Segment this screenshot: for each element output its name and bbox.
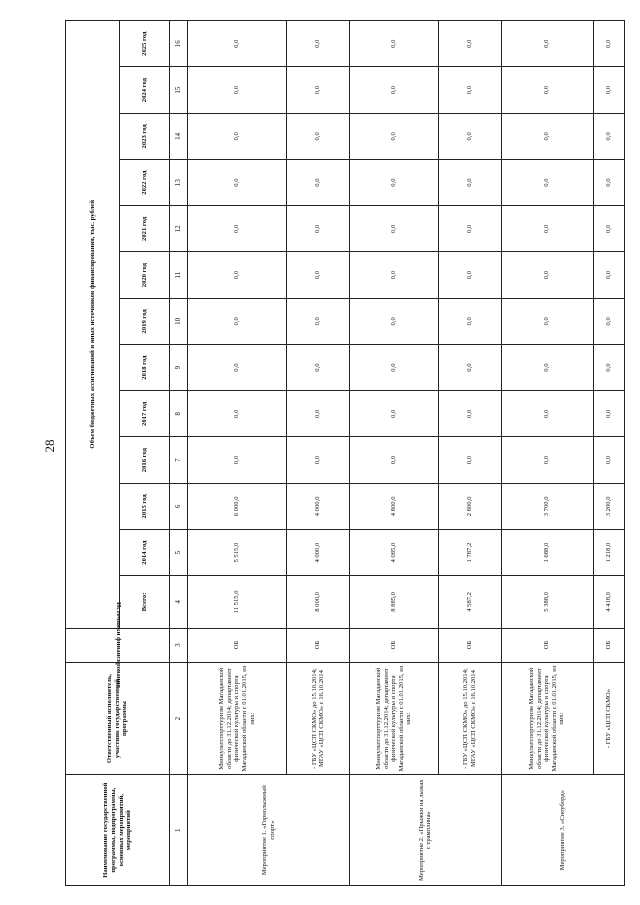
value-cell: 0,0 xyxy=(593,437,624,483)
value-cell: 0,0 xyxy=(287,67,350,113)
value-cell: 0,0 xyxy=(188,113,287,159)
value-cell: 0,0 xyxy=(593,160,624,206)
value-cell: 4 000,0 xyxy=(287,483,350,529)
value-cell: 0,0 xyxy=(438,252,501,298)
budget-table xyxy=(65,20,625,886)
total-cell: 11 515,0 xyxy=(188,576,287,628)
value-cell: 0,0 xyxy=(593,67,624,113)
value-cell: 0,0 xyxy=(438,113,501,159)
source-cell: ОБ xyxy=(287,628,350,662)
col-number: 14 xyxy=(170,113,188,159)
value-cell: 0,0 xyxy=(287,391,350,437)
source-cell: ОБ xyxy=(188,628,287,662)
value-cell: 0,0 xyxy=(350,113,439,159)
value-cell: 3 200,0 xyxy=(593,483,624,529)
value-cell: 2 800,0 xyxy=(438,483,501,529)
value-cell: 0,0 xyxy=(501,21,593,68)
value-cell: 0,0 xyxy=(287,206,350,252)
value-cell: 0,0 xyxy=(593,345,624,391)
responsible-cell: - ГБУ «ЦСП СКМО» xyxy=(593,662,624,775)
value-cell: 4 800,0 xyxy=(350,483,439,529)
value-cell: 0,0 xyxy=(287,252,350,298)
value-cell: 0,0 xyxy=(593,391,624,437)
head-volume: Объем бюджетных ассигнований и иных источников финансирования, тыс. рублей xyxy=(66,21,120,629)
table-row xyxy=(501,21,593,886)
value-cell: 0,0 xyxy=(501,67,593,113)
head-year: 2014 год xyxy=(120,530,170,576)
value-cell: 0,0 xyxy=(188,252,287,298)
value-cell: 0,0 xyxy=(593,298,624,344)
value-cell: 0,0 xyxy=(593,21,624,68)
value-cell: 4 000,0 xyxy=(287,530,350,576)
col-number: 15 xyxy=(170,67,188,113)
value-cell: 0,0 xyxy=(350,345,439,391)
value-cell: 1 688,0 xyxy=(501,530,593,576)
value-cell: 0,0 xyxy=(188,391,287,437)
event-name: Мероприятие 1. «Горнолыжный спорт» xyxy=(188,775,350,886)
value-cell: 0,0 xyxy=(287,160,350,206)
value-cell: 0,0 xyxy=(350,391,439,437)
value-cell: 0,0 xyxy=(350,21,439,68)
responsible-cell: Минкультспорттуризм Магаданской области до 31.12.2014; департамент физической культуры и спорта Магаданской области с 01.01.2015, из них: xyxy=(501,662,593,775)
head-year: 2024 год xyxy=(120,67,170,113)
value-cell: 0,0 xyxy=(287,345,350,391)
rotated-page xyxy=(65,20,625,886)
value-cell: 0,0 xyxy=(438,160,501,206)
head-year: 2025 год xyxy=(120,21,170,68)
col-number: 4 xyxy=(170,576,188,628)
source-cell: ОБ xyxy=(438,628,501,662)
value-cell: 0,0 xyxy=(593,252,624,298)
head-year: 2022 год xyxy=(120,160,170,206)
head-responsible: Ответственный исполнитель, участник государственной программы xyxy=(66,662,170,775)
head-year: 2023 год xyxy=(120,113,170,159)
head-year: 2015 год xyxy=(120,483,170,529)
value-cell: 0,0 xyxy=(438,21,501,68)
value-cell: 6 000,0 xyxy=(188,483,287,529)
value-cell: 0,0 xyxy=(501,437,593,483)
col-number: 11 xyxy=(170,252,188,298)
value-cell: 0,0 xyxy=(350,67,439,113)
rotated-content xyxy=(65,20,625,886)
col-number: 7 xyxy=(170,437,188,483)
col-number: 6 xyxy=(170,483,188,529)
col-number: 16 xyxy=(170,21,188,68)
total-cell: 8 000,0 xyxy=(287,576,350,628)
value-cell: 0,0 xyxy=(188,298,287,344)
head-total: Всего: xyxy=(120,576,170,628)
value-cell: 5 515,0 xyxy=(188,530,287,576)
event-name: Мероприятие 3. «Сноуборд» xyxy=(501,775,624,886)
value-cell: 0,0 xyxy=(438,206,501,252)
event-name: Мероприятие 2. «Прыжки на лыжах с трамплина» xyxy=(350,775,502,886)
source-cell: ОБ xyxy=(501,628,593,662)
value-cell: 0,0 xyxy=(501,391,593,437)
table-row xyxy=(350,21,439,886)
head-year: 2017 год xyxy=(120,391,170,437)
value-cell: 0,0 xyxy=(350,160,439,206)
value-cell: 0,0 xyxy=(188,206,287,252)
value-cell: 1 787,2 xyxy=(438,530,501,576)
table-row xyxy=(287,21,350,886)
value-cell: 0,0 xyxy=(188,160,287,206)
head-year: 2019 год xyxy=(120,298,170,344)
col-number: 9 xyxy=(170,345,188,391)
col-number: 2 xyxy=(170,662,188,775)
value-cell: 0,0 xyxy=(287,298,350,344)
source-cell: ОБ xyxy=(350,628,439,662)
value-cell: 0,0 xyxy=(438,437,501,483)
source-cell: ОБ xyxy=(593,628,624,662)
value-cell: 0,0 xyxy=(287,113,350,159)
col-number: 13 xyxy=(170,160,188,206)
responsible-cell: - ГБУ «ЦСП СКМО» до 15.10.2014; МГАУ «ЦСП СКМО» с 16.10.2014 xyxy=(438,662,501,775)
responsible-cell: - ГБУ «ЦСП СКМО» до 15.10.2014; МГАУ «ЦСП СКМО» с 16.10.2014 xyxy=(287,662,350,775)
value-cell: 0,0 xyxy=(188,67,287,113)
value-cell: 0,0 xyxy=(350,206,439,252)
value-cell: 0,0 xyxy=(438,391,501,437)
value-cell: 3 700,0 xyxy=(501,483,593,529)
col-number: 5 xyxy=(170,530,188,576)
value-cell: 0,0 xyxy=(593,206,624,252)
value-cell: 0,0 xyxy=(350,298,439,344)
total-cell: 4 418,0 xyxy=(593,576,624,628)
value-cell: 1 218,0 xyxy=(593,530,624,576)
col-number: 8 xyxy=(170,391,188,437)
responsible-cell: Минкультспорттуризм Магаданской области до 31.12.2014; департамент физической культуры и спорта Магаданской области с 01.01.2015, из них: xyxy=(350,662,439,775)
total-cell: 5 388,0 xyxy=(501,576,593,628)
column-number-row xyxy=(170,21,188,886)
value-cell: 4 085,0 xyxy=(350,530,439,576)
head-year: 2018 год xyxy=(120,345,170,391)
head-year: 2016 год xyxy=(120,437,170,483)
table-row xyxy=(438,21,501,886)
page-number: 28 xyxy=(42,439,57,453)
value-cell: 0,0 xyxy=(593,113,624,159)
head-source-label: Источники финансирования xyxy=(114,602,122,688)
total-cell: 8 885,0 xyxy=(350,576,439,628)
col-number: 10 xyxy=(170,298,188,344)
value-cell: 0,0 xyxy=(287,21,350,68)
head-year: 2021 год xyxy=(120,206,170,252)
value-cell: 0,0 xyxy=(501,206,593,252)
value-cell: 0,0 xyxy=(188,345,287,391)
value-cell: 0,0 xyxy=(438,345,501,391)
col-number: 12 xyxy=(170,206,188,252)
total-cell: 4 587,2 xyxy=(438,576,501,628)
value-cell: 0,0 xyxy=(501,345,593,391)
value-cell: 0,0 xyxy=(438,298,501,344)
responsible-cell: Минкультспорттуризм Магаданской области до 31.12.2014; департамент физической культуры и спорта Магаданской области с 01.01.2015, из них: xyxy=(188,662,287,775)
table-row xyxy=(593,21,624,886)
value-cell: 0,0 xyxy=(501,160,593,206)
head-year: 2020 год xyxy=(120,252,170,298)
value-cell: 0,0 xyxy=(501,252,593,298)
value-cell: 0,0 xyxy=(501,298,593,344)
value-cell: 0,0 xyxy=(188,21,287,68)
value-cell: 0,0 xyxy=(501,113,593,159)
table-row xyxy=(188,21,287,886)
col-number: 3 xyxy=(170,628,188,662)
value-cell: 0,0 xyxy=(188,437,287,483)
col-number: 1 xyxy=(170,775,188,886)
value-cell: 0,0 xyxy=(287,437,350,483)
head-name: Наименование государственной программы, подпрограммы, основных мероприятий, мероприятий xyxy=(66,775,170,886)
value-cell: 0,0 xyxy=(350,252,439,298)
value-cell: 0,0 xyxy=(438,67,501,113)
value-cell: 0,0 xyxy=(350,437,439,483)
